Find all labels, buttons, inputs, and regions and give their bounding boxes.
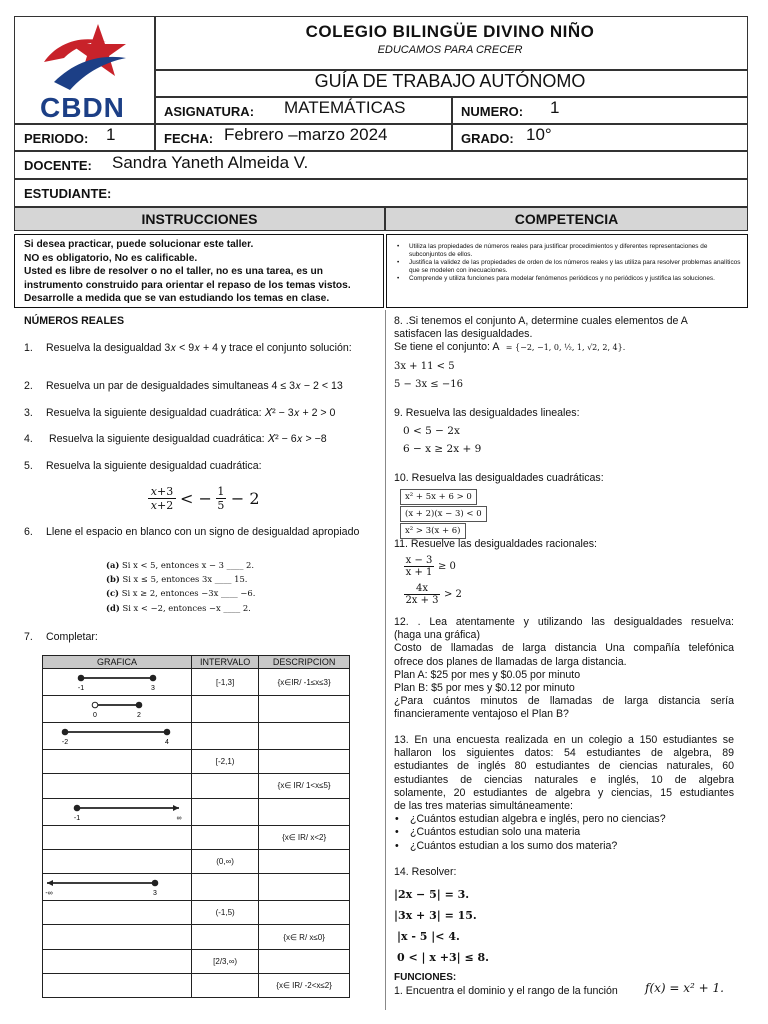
intervalo-cell[interactable] [192,874,259,901]
endpoint-left [92,702,98,708]
q5-number: 5. [24,460,33,472]
col-descripcion: DESCRIPCION [259,656,350,669]
q5-frac2-den: 5 [217,499,225,512]
q6-item-text: Si x ≤ 5, entonces 3x ____ 15. [122,574,248,585]
q5-text: Resuelva la siguiente desigualdad cuadrática: [46,460,262,472]
competencia-item: • Utiliza las propiedades de números reales para justificar procedimientos y diferentes representaciones de subconjuntos de ellos. [395,243,741,258]
descripcion-cell[interactable] [259,849,350,873]
arrow-left-icon [47,880,53,886]
instruction-line: Usted es libre de resolver o no el taller, no es una tarea, es un [24,266,323,277]
estudiante-cell [14,179,748,207]
q12-block [394,616,734,722]
grafica-cell [43,874,192,901]
q12-line: 12. . Lea atentamente y utilizando las desigualdades resuelva: [394,616,734,628]
q6-item-text: Si x ≥ 2, entonces −3x ____ −6. [121,588,256,599]
q6-item [106,572,255,586]
q12-line: financieramente ventajoso el Plan B? [394,708,569,721]
estudiante-label: ESTUDIANTE: [24,186,112,201]
q10-ineq: (x + 2)(x − 3) < 0 [400,506,487,522]
instruction-line: instrumento construido para orientar el repaso de los temas vistos. [24,279,351,291]
q11-expr-b [404,583,462,606]
q13-bullet-text: ¿Cuántos estudian a los sumo dos materia? [410,839,618,852]
q14-item: |2x − 5| = 3. [394,888,470,901]
docente-label: DOCENTE: [24,158,92,173]
competencia-box [386,234,748,308]
q6-item [106,601,255,615]
intervalo-cell[interactable] [192,825,259,849]
q8-set [394,341,625,354]
q8-text: 8. .Si tenemos el conjunto A, determine cuales elementos de A satisfacen las desigualdades. [394,315,688,340]
q13-bullet: • ¿Cuántos estudian a los sumo dos materia? [395,839,618,852]
grafica-cell [43,696,192,723]
table-row [43,874,350,901]
grafica-cell [43,974,192,998]
descripcion-cell[interactable] [259,723,350,750]
q6-item-tag: (b) [106,574,120,585]
q4-number: 4. [24,433,33,445]
logo-text: CBDN [40,92,125,123]
number-line-graph [43,669,191,693]
endpoint-label: ∞ [176,814,182,822]
q1-text: Resuelva la desigualdad 3𝑥 < 9𝑥 + 4 y trace el conjunto solución: [46,342,352,354]
grado-label: GRADO: [461,131,514,146]
endpoint-label: 2 [137,712,141,719]
competencia-heading: COMPETENCIA [385,207,748,231]
competencia-item: • Comprende y utiliza funciones para modelar fenómenos periódicos y no periódicos y justifica las soluciones. [395,275,741,283]
descripcion-cell[interactable]: {x∈ IR/ x<2} [259,825,350,849]
descripcion-cell[interactable] [259,874,350,901]
q11-b-rel: > 2 [444,589,462,600]
q13-line: estudiantes de ciencias naturales e inglés, 10 de algebra [394,773,734,786]
q14-item: |x - 5 |< 4. [397,930,460,943]
q9-ineq-1: 0 < 5 − 2x [403,425,460,437]
q6-number: 6. [24,526,33,538]
intervalo-cell[interactable] [192,974,259,998]
endpoint-left [78,675,84,681]
q13-line: 13. En una encuesta realizada en un colegio a 150 estudiantes se [394,734,734,746]
table-row [43,925,350,949]
instrucciones-heading: INSTRUCCIONES [14,207,385,231]
instruction-line: Desarrolle a medida que se van estudiando los temas en clase. [24,293,330,304]
descripcion-cell[interactable] [259,750,350,774]
q10-ineq: x² > 3(x + 6) [400,523,466,539]
endpoint-right [164,729,170,735]
f1-expression: f(x) = x² + 1. [645,981,724,995]
q14-items [394,884,489,968]
competencia-item: • Justifica la validez de las propiedades de orden de los números reales y las utiliza para resolver problemas analíticos que se modelen con inecuaciones. [395,259,741,274]
endpoint-label: 0 [93,712,97,719]
intervalo-cell[interactable] [192,798,259,825]
descripcion-cell[interactable]: {x∈IR/ -1≤x≤3} [259,669,350,696]
number-line-graph [43,799,191,823]
q12-line: Plan A: $25 por mes y $0.05 por minuto [394,668,581,681]
endpoint-label: -1 [73,814,81,822]
q7-number: 7. [24,631,33,643]
grafica-cell [43,849,192,873]
grafica-cell [43,949,192,973]
periodo-label: PERIODO: [24,131,89,146]
docente-value: Sandra Yaneth Almeida V. [112,153,309,172]
q11-text: 11. Resuelve las desigualdades racionales: [394,538,597,550]
q12-line: Costo de llamadas de larga distancia Una compañía telefónica [394,642,734,655]
endpoint-right [150,675,156,681]
grafica-cell [43,825,192,849]
grafica-cell [43,901,192,925]
periodo-value: 1 [106,125,116,144]
q5-tail: − 2 [230,489,260,508]
instruction-line: Si desea practicar, puede solucionar este taller. [24,239,254,250]
q14-text: 14. Resolver: [394,866,457,878]
q11-a-den: x + 1 [405,567,433,578]
fecha-value: Febrero –marzo 2024 [224,125,388,144]
q2-text: Resuelva un par de desigualdades simultaneas 4 ≤ 3𝑥 − 2 < 13 [46,380,343,392]
intervalo-cell[interactable] [192,723,259,750]
descripcion-cell[interactable]: {x∈ IR/ 1<x≤5} [259,774,350,798]
table-row [43,750,350,774]
intervalo-cell[interactable] [192,925,259,949]
q12-line: ¿Para cuántos minutos de llamadas de larga distancia sería [394,695,734,708]
descripcion-cell[interactable] [259,696,350,723]
intervalo-cell[interactable]: [2/3,∞) [192,949,259,973]
q6-item [106,558,255,572]
q9-text: 9. Resuelva las desigualdades lineales: [394,407,580,419]
table-row [43,849,350,873]
q14-item: 0 < | x +3| ≤ 8. [397,951,489,964]
school-motto: EDUCAMOS PARA CRECER [377,44,523,56]
endpoint-left [74,805,80,811]
q8-ineq-1: 3x + 11 < 5 [394,361,455,372]
grafica-cell [43,669,192,696]
q12-line: (haga una gráfica) [394,629,480,642]
column-divider [385,310,386,1010]
q13-line: estudiantes de inglés 80 estudiantes de ciencias naturales, 60 [394,760,734,773]
endpoint-left [62,729,68,735]
q12-line: ofrece dos planes de llamadas de larga distancia. [394,655,627,668]
descripcion-cell[interactable] [259,901,350,925]
intervalo-cell[interactable]: (0,∞) [192,849,259,873]
col-grafica: GRAFICA [43,656,192,669]
grafica-cell [43,750,192,774]
q10-ineq: x² + 5x + 6 > 0 [400,489,477,505]
q6-items [106,558,255,615]
q11-b-den: 2x + 3 [405,595,439,606]
q8-set-label: Se tiene el conjunto: A [394,341,499,353]
q10-ineqs [400,488,487,539]
q6-item-text: Si x < 5, entonces x − 3 ____ 2. [122,560,255,570]
q3-text: Resuelva la siguiente desigualdad cuadrática: 𝑋² − 3𝑥 + 2 > 0 [46,407,336,419]
endpoint-right [152,880,158,886]
q5-denominator: 𝑥+2 [150,499,174,512]
q6-text: Llene el espacio en blanco con un signo de desigualdad apropiado [46,526,360,538]
number-line-graph [43,723,191,747]
document-title: GUÍA DE TRABAJO AUTÓNOMO [314,71,586,91]
q2-number: 2. [24,380,33,392]
school-name: COLEGIO BILINGÜE DIVINO NIÑO [305,22,595,41]
q7-text: Completar: [46,631,98,643]
number-line-graph [43,874,191,898]
col-intervalo: INTERVALO [192,656,259,669]
table-row [43,825,350,849]
q12-line: Plan B: $5 por mes y $0.12 por minuto [394,682,575,695]
q13-line: solamente, 20 estudiantes de algebra y ciencias, 15 estudiantes [394,786,734,799]
endpoint-label: 3 [153,890,157,898]
table-row [43,774,350,798]
numero-value: 1 [550,98,560,117]
q5-numerator: 𝑥+3 [150,485,174,498]
q13-bullet: • ¿Cuántos estudian solo una materia [395,826,581,839]
q3-number: 3. [24,407,33,419]
instruction-line: NO es obligatorio, No es calificable. [24,252,198,264]
grafica-cell [43,723,192,750]
q6-item-text: Si x < −2, entonces −x ____ 2. [122,602,251,613]
q13-line: hallaron los siguientes datos: 54 estudiantes de algebra, 89 [394,747,734,760]
q6-item [106,586,255,600]
q10-text: 10. Resuelva las desigualdades cuadráticas: [394,472,604,484]
descripcion-cell[interactable] [259,949,350,973]
table-row [43,696,350,723]
descripcion-cell[interactable]: {x∈ IR/ -2<x≤2} [259,974,350,998]
intervalo-cell[interactable]: [-1,3] [192,669,259,696]
table-row [43,974,350,998]
q5-expression [148,485,260,512]
intervalo-cell[interactable] [192,774,259,798]
q1-number: 1. [24,342,33,354]
table-row [43,669,350,696]
endpoint-label: -∞ [45,890,53,898]
q5-frac2-num: 1 [217,485,225,498]
asignatura-value: MATEMÁTICAS [284,98,406,117]
table-row [43,723,350,750]
school-logo [36,18,136,122]
q13-block [394,734,734,853]
arrow-right-icon [173,805,179,811]
table-row [43,798,350,825]
q13-bullet-text: ¿Cuántos estudian solo una materia [410,826,581,839]
endpoint-right [136,702,142,708]
interval-table [42,655,350,998]
intervalo-cell[interactable]: (-1,5) [192,901,259,925]
intervalo-cell[interactable] [192,696,259,723]
q13-bullet-text: ¿Cuántos estudian algebra e inglés, pero no ciencias? [410,813,666,826]
q6-item-tag: (a) [106,560,120,570]
competencia-list [395,243,741,283]
q5-relation: < − [180,489,212,508]
endpoint-label: 3 [151,685,155,692]
asignatura-label: ASIGNATURA: [164,104,255,119]
q13-bullet: • ¿Cuántos estudian algebra e inglés, pero no ciencias? [395,813,666,826]
table-row [43,949,350,973]
q11-expr-a [404,555,456,578]
q11-b-num: 4x [415,583,428,594]
instrucciones-box [14,234,384,308]
grafica-cell [43,774,192,798]
f1-text: 1. Encuentra el dominio y el rango de la función [394,985,618,997]
grafica-cell [43,798,192,825]
endpoint-label: -1 [77,685,85,692]
funciones-heading: FUNCIONES: [394,972,457,983]
descripcion-cell[interactable] [259,798,350,825]
q8-ineq-2: 5 − 3x ≤ −16 [394,379,463,390]
grado-value: 10° [526,125,552,144]
q14-item: |3x + 3| = 15. [394,909,477,922]
numero-label: NUMERO: [461,104,524,119]
q8-set-elements: = {−2, −1, 0, ½, 1, √2, 2, 4}. [505,343,626,352]
table-row [43,901,350,925]
q6-item-tag: (c) [106,588,120,599]
endpoint-label: 4 [165,739,169,746]
number-line-graph [43,696,191,720]
fecha-label: FECHA: [164,131,214,146]
endpoint-label: -2 [61,739,69,746]
numeros-reales-heading: NÚMEROS REALES [24,315,125,327]
q11-a-rel: ≥ 0 [438,561,456,572]
q13-line: de las tres materias simultáneamente: [394,800,573,813]
intervalo-cell[interactable]: [-2,1) [192,750,259,774]
grafica-cell [43,925,192,949]
q4-text: Resuelva la siguiente desigualdad cuadrática: 𝑋² − 6𝑥 > −8 [49,433,327,445]
star-swoosh-icon [36,18,136,98]
q9-ineq-2: 6 − x ≥ 2x + 9 [403,443,482,455]
q6-item-tag: (d) [106,602,120,613]
descripcion-cell[interactable]: {x∈ R/ x≤0} [259,925,350,949]
q11-a-num: x − 3 [405,555,433,566]
